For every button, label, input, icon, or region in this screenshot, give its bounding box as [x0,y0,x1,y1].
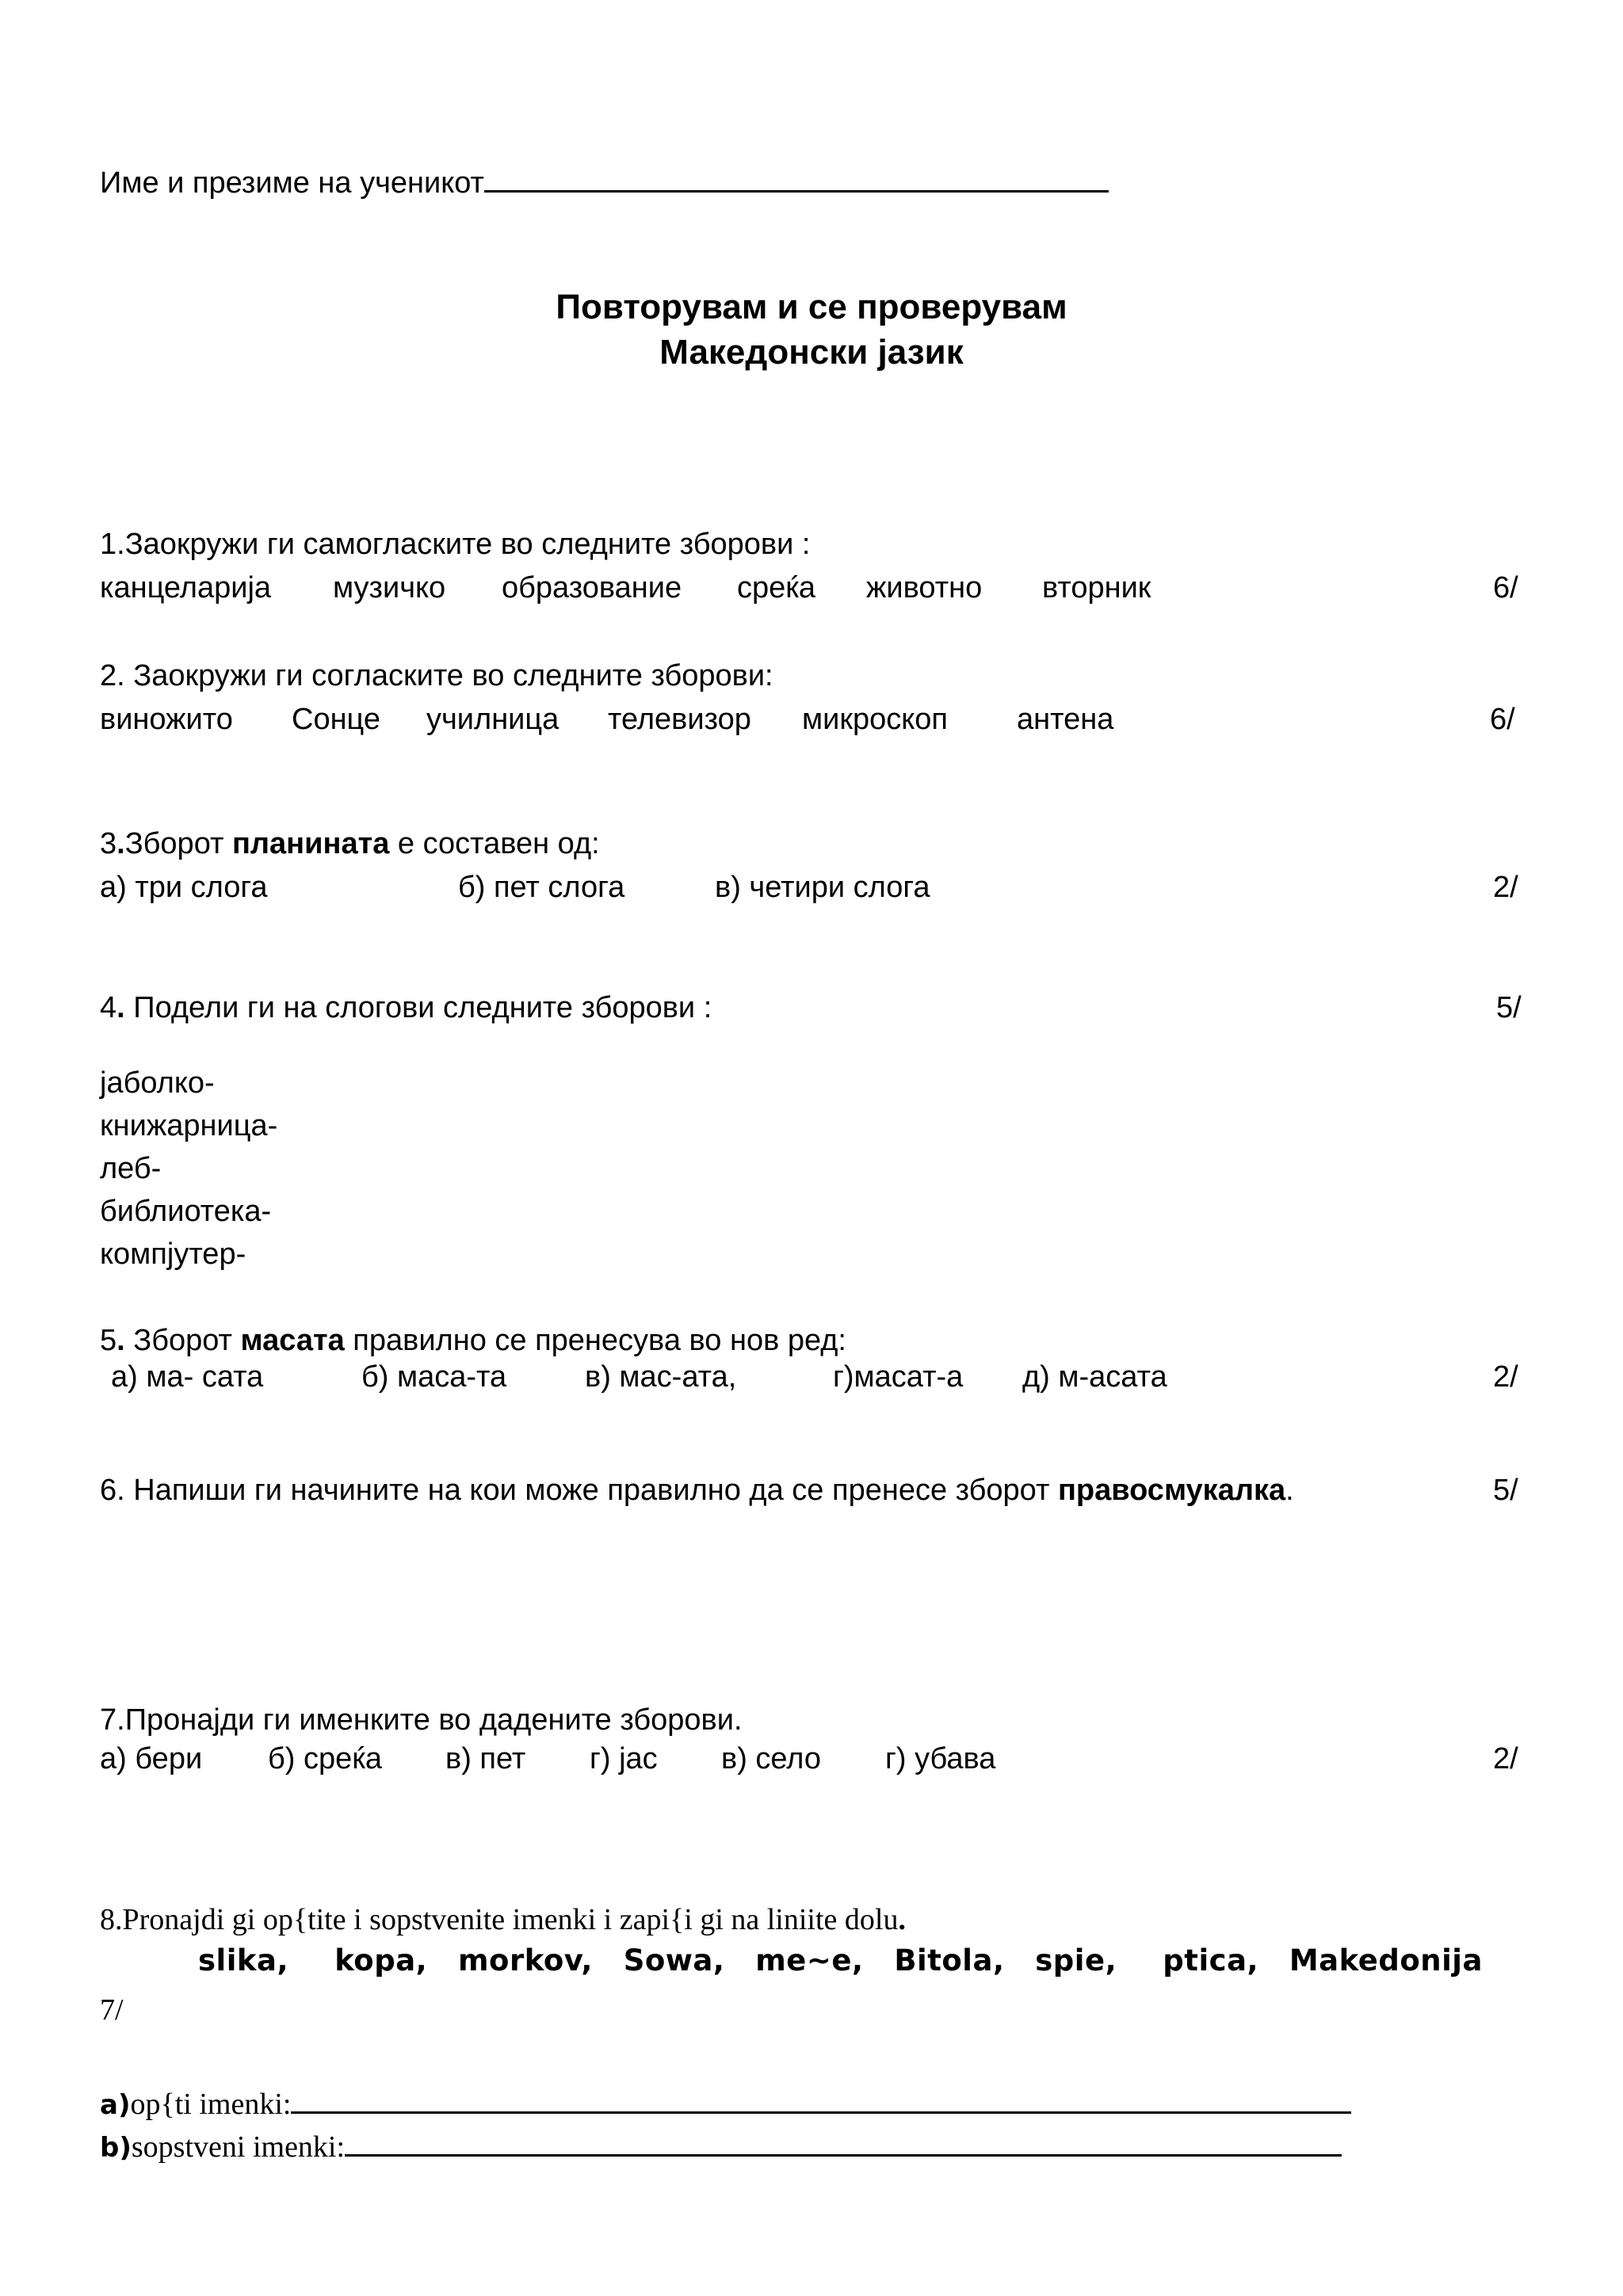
question-6-prompt: 6. Напиши ги начините на кои може правилно да се пренесе зборот правосмукалка. [100,1474,1294,1507]
question-2-word[interactable]: микроскоп [802,703,949,736]
question-7-option[interactable]: а) бери [100,1742,203,1775]
question-4-word[interactable]: библиотека- [100,1195,272,1228]
question-8-word: Bitola, [894,1943,1005,1978]
question-7-prompt: 7.Пронајди ги именките во дадените зборови. [100,1703,743,1737]
question-8-word: ptica, [1163,1943,1259,1978]
answer-a-line[interactable] [291,2084,1351,2114]
question-4-word[interactable]: јаболко- [100,1066,215,1100]
question-2-word[interactable]: телевизор [608,703,751,736]
question-2-points: 6/ [1490,703,1515,736]
question-1-word[interactable]: канцеларија [100,571,272,605]
question-5-option[interactable]: г)масат-а [833,1360,964,1394]
question-4-word[interactable]: леб- [100,1152,162,1185]
question-8-points: 7/ [100,1993,124,2027]
question-7-option[interactable]: г) убава [885,1742,996,1775]
question-5-prompt: 5. Зборот масата правилно се пренесува во нов ред: [100,1324,846,1357]
student-name-line[interactable] [484,162,1109,193]
question-2-prompt: 2. Заокружи ги согласките во следните зборови: [100,659,773,692]
question-6-keyword: правосмукалка [1057,1474,1286,1507]
question-3-option[interactable]: а) три слога [100,871,268,904]
answer-a-label: op{ti imenki: [130,2088,292,2121]
question-8-word: me~e, [755,1943,864,1978]
question-3-prompt: 3.Зборот планината е составен од: [100,827,600,860]
worksheet-title: Повторувам и се проверувам [556,288,1067,326]
question-3-option[interactable]: в) четири слога [715,871,930,904]
answer-b-tag: b) [100,2132,132,2164]
answer-line-a[interactable] [100,2084,1351,2119]
question-1-word[interactable]: образование [502,571,682,605]
question-5-points: 2/ [1493,1360,1518,1394]
question-5-option[interactable]: в) мас-ата, [585,1360,737,1394]
answer-b-line[interactable] [345,2127,1342,2157]
question-8-word-list [198,1943,1483,1978]
question-4-word[interactable]: книжарница- [100,1109,278,1142]
question-3-points: 2/ [1493,871,1518,904]
question-8-word: kopa, [334,1943,428,1978]
question-1-points: 6/ [1493,571,1518,605]
answer-b-label: sopstveni imenki: [131,2130,346,2164]
question-2-word[interactable]: антена [1017,703,1114,736]
question-5-option[interactable]: а) ма- сата [111,1360,264,1394]
question-2-word[interactable]: виножито [100,703,233,736]
student-name-label: Име и презиме на ученикот [100,166,484,200]
question-4-word[interactable]: компјутер- [100,1238,246,1271]
question-6-points: 5/ [1493,1474,1518,1507]
question-5-option[interactable]: б) маса-та [361,1360,507,1394]
question-8-word: morkov, [458,1943,593,1978]
question-3-keyword: планината [231,827,390,860]
question-7-points: 2/ [1493,1742,1518,1775]
question-4-prompt: 4. Подели ги на слогови следните зборови : [100,991,712,1024]
question-5-keyword: масата [240,1324,345,1357]
question-7-option[interactable]: в) пет [445,1742,526,1775]
question-8-word: Makedonija [1289,1943,1483,1978]
worksheet-subtitle: Македонски јазик [659,333,964,372]
question-8-word: slika, [198,1943,289,1978]
question-2-word[interactable]: Сонце [292,703,381,736]
question-7-option[interactable]: в) село [721,1742,822,1775]
question-2-word[interactable]: училница [426,703,559,736]
question-3-option[interactable]: б) пет слога [458,871,625,904]
question-8-word: Sowa, [623,1943,725,1978]
question-1-word[interactable]: среќа [737,571,816,605]
question-1-word[interactable]: животно [866,571,983,605]
question-8-word: spie, [1035,1943,1117,1978]
question-7-option[interactable]: б) среќа [268,1742,383,1775]
question-8-prompt: 8.Pronajdi gi op{tite i sopstvenite imenki i zapi{i gi na liniite dolu. [100,1903,906,1936]
answer-a-tag: a) [100,2089,131,2121]
question-1-prompt: 1.Заокружи ги самогласките во следните зборови : [100,528,811,561]
question-1-word[interactable]: музичко [333,571,446,605]
question-5-option[interactable]: д) м-асата [1022,1360,1167,1394]
answer-line-b[interactable] [100,2127,1342,2162]
student-name-field[interactable] [100,162,1109,198]
question-4-points: 5/ [1496,991,1522,1024]
question-1-word[interactable]: вторник [1042,571,1151,605]
question-7-option[interactable]: г) јас [590,1742,658,1775]
